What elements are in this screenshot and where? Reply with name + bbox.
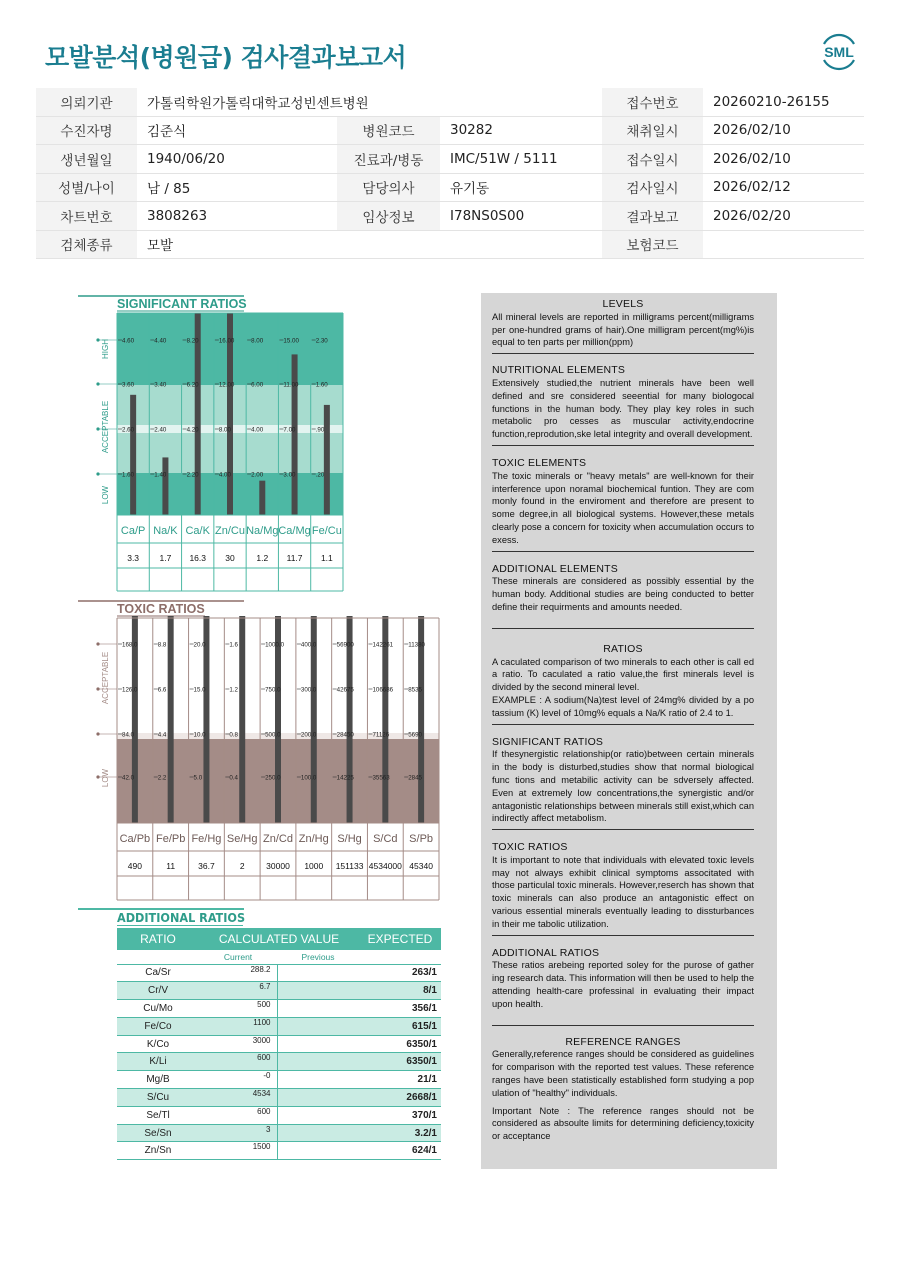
- ar-current: 1500: [252, 1142, 271, 1152]
- ar-subheader-row: [117, 950, 441, 964]
- ar-body: [117, 964, 441, 1160]
- patient-info-table: [36, 88, 864, 259]
- ar-ratio: Cu/Mo: [143, 1002, 173, 1014]
- tick-label: 28450: [336, 731, 354, 739]
- category-label: Ca/K: [185, 525, 210, 537]
- additional-text: These minerals are considered as possibly essential by the human body. Additional studies are being conducted to better define their requirments and amounts needed.: [492, 576, 754, 612]
- ar-ratio: S/Cu: [146, 1091, 170, 1103]
- ar-current: 288.2: [250, 964, 271, 974]
- ar-sub-current: Current: [223, 951, 253, 962]
- tick-label: 5690: [408, 731, 422, 739]
- ratio-bar: [259, 481, 265, 515]
- info-row: [36, 230, 864, 259]
- toxic-text: The toxic minerals or "heavy metals" are well-known for their interference upon noramal biochemical funtion. They are com monly found in the enviroment and therefore are present to some degree,in all biological systems. However,these metals clearly pose a concern for toxicity when accumulation occurs to exess.: [492, 470, 754, 545]
- toxic-ratios-text: It is important to note that individuals with elevated toxic levels may not always exhibit clinical symptoms associtated with those particulal toxic minerals. However,reserch has shown that toxic minerals can also produce an antagonistic effect on various essential minerals eventually leading to dissturbances in their me tabolic utilization.: [492, 854, 754, 929]
- tick-label: 200.0: [300, 731, 317, 739]
- ref-ranges-title: REFERENCE RANGES: [565, 1035, 681, 1048]
- ar-current: 600: [257, 1053, 271, 1063]
- tick-label: 2.40: [154, 426, 167, 434]
- tick-label: 84.0: [122, 731, 135, 739]
- tick-label: 2.2: [157, 774, 167, 782]
- tick-label: 15.00: [283, 337, 299, 345]
- tick-label: 12.00: [218, 381, 235, 389]
- test-date-label: 검사일시: [602, 173, 703, 202]
- tick-label: 4.20: [186, 426, 199, 434]
- tick-label: 6.00: [251, 381, 264, 389]
- tick-label: 10.0: [193, 731, 206, 739]
- tick-label: 8.00: [251, 337, 264, 345]
- ratio-value: 1.2: [256, 553, 269, 563]
- tick-label: .20: [315, 471, 325, 479]
- zone-label: ACCEPTABLE: [101, 651, 110, 705]
- ar-row: [117, 964, 441, 982]
- ar-expected: 263/1: [411, 967, 437, 979]
- ar-expected: 2668/1: [406, 1091, 437, 1103]
- report-date-value: 2026/02/20: [703, 202, 864, 231]
- ratio-value: 490: [127, 861, 142, 871]
- chart-title: TOXIC RATIOS: [117, 602, 205, 616]
- birth-label: 생년월일: [36, 145, 137, 174]
- category-label: Na/Mg: [246, 525, 279, 537]
- tick-label: 16.00: [218, 337, 235, 345]
- legend-panel-text: [492, 293, 754, 1143]
- ratio-value: 16.3: [189, 553, 206, 563]
- receipt-date-value: 2026/02/10: [703, 145, 864, 174]
- tick-label: 3.40: [154, 381, 167, 389]
- tick-label: 3.60: [122, 381, 135, 389]
- tick-label: 2.30: [315, 337, 328, 345]
- ar-expected: 8/1: [423, 985, 437, 997]
- ar-row: [117, 1071, 441, 1089]
- tick-label: 2.20: [186, 471, 199, 479]
- tick-label: 14225: [336, 774, 354, 782]
- clinical-value: I78NS0S00: [440, 202, 602, 231]
- ar-expected: 370/1: [411, 1109, 437, 1121]
- divider: [492, 353, 754, 354]
- ar-previous: [277, 1142, 359, 1160]
- tick-label: 250.0: [265, 774, 281, 782]
- nutritional-text: Extensively studied,the nutrient minerals have been well defined and sre considered seeential for many biologocal functions in the human body. They play key roles in such metabolic pro cesses as muscular activity,endocrine function,reprodution,ske letal integrity and overall development.: [492, 377, 754, 440]
- tick-label: 2.60: [122, 426, 135, 434]
- divider: [492, 829, 754, 830]
- category-label: Zn/Cd: [263, 833, 293, 845]
- category-label: Fe/Cu: [311, 525, 342, 537]
- info-row: [36, 202, 864, 231]
- sig-ratios-text: If thesynergistic relationship(or ratio)between certain minerals in the body is disturbed,studies show that normal biological func tions and metabilic activity can be sdversely affected. Even at extremely low concentrations,the synergistic and/or antagonistic relationships between minerals still exist,which can indirectly affect metabolism.: [492, 749, 754, 824]
- divider: [492, 551, 754, 552]
- ar-expected: 3.2/1: [414, 1127, 437, 1139]
- tick-label: 2.00: [251, 471, 264, 479]
- category-label: Ca/P: [120, 525, 146, 537]
- tick-label: 1.40: [154, 471, 167, 479]
- ar-row: [117, 1142, 441, 1160]
- toxic-title: TOXIC ELEMENTS: [492, 456, 587, 469]
- category-label: S/Cd: [373, 833, 398, 845]
- info-row: [36, 116, 864, 145]
- tick-label: 168.0: [122, 641, 138, 649]
- tick-label: 5.0: [193, 774, 203, 782]
- additional-ratios-underline: [117, 925, 243, 926]
- specimen-label: 검체종류: [36, 230, 137, 259]
- sex-age-label: 성별/나이: [36, 173, 137, 202]
- tick-label: 20.0: [193, 641, 206, 649]
- ar-current: -0: [263, 1071, 271, 1081]
- name-label: 수진자명: [36, 116, 137, 145]
- logo-text: SML: [824, 44, 854, 60]
- report-date-label: 결과보고: [602, 202, 703, 231]
- tick-label: 4.00: [251, 426, 264, 434]
- ar-sub-previous: Previous: [301, 951, 335, 962]
- tick-label: .90: [315, 426, 325, 434]
- receipt-no-value: 20260210-26155: [703, 88, 864, 116]
- tick-label: 56900: [336, 641, 354, 649]
- doctor-value: 유기동: [440, 173, 602, 202]
- category-label: Zn/Hg: [298, 833, 329, 845]
- divider: [492, 628, 754, 629]
- ratio-value: 3.3: [127, 553, 140, 563]
- ar-expected: 21/1: [417, 1074, 437, 1086]
- tick-label: 6.6: [157, 686, 167, 694]
- ar-previous: [277, 1035, 359, 1053]
- tick-label: 8.8: [157, 641, 167, 649]
- ar-previous: [277, 1053, 359, 1071]
- ratios-example: EXAMPLE : A sodium(Na)test level of 24mg% divided by a po tassium (K) level of 10mg% equals a Na/K ratio of 2.4 to 1.: [492, 694, 754, 718]
- hospital-code-label: 병원코드: [337, 116, 440, 145]
- tick-label: 15.0: [193, 686, 206, 694]
- category-label: Ca/Mg: [278, 525, 311, 537]
- page-title: 모발분석(병원급) 검사결과보고서: [45, 43, 407, 72]
- tick-label: 126.0: [122, 686, 138, 694]
- receipt-date-label: 접수일시: [602, 145, 703, 174]
- ratio-bar: [130, 395, 136, 515]
- ratio-bar: [239, 616, 245, 823]
- ar-current: 1100: [253, 1017, 271, 1027]
- ar-ratio: Se/Tl: [146, 1109, 170, 1121]
- ratio-value: 45340: [409, 861, 433, 871]
- tick-label: 35563: [372, 774, 390, 782]
- collect-date-label: 채취일시: [602, 116, 703, 145]
- ratio-bar: [168, 616, 174, 823]
- ar-row: [117, 1124, 441, 1142]
- ar-current: 500: [257, 1000, 271, 1010]
- divider: [492, 935, 754, 936]
- birth-value: 1940/06/20: [137, 145, 337, 174]
- tick-label: 1.60: [122, 471, 135, 479]
- additional-ratios-title: ADDITIONAL RATIOS: [117, 910, 246, 925]
- chart-no-value: 3808263: [137, 202, 337, 231]
- ar-current: 3000: [252, 1035, 271, 1045]
- zone-label: ACCEPTABLE: [101, 400, 110, 454]
- collect-date-value: 2026/02/10: [703, 116, 864, 145]
- ref-ranges-note: Important Note : The reference ranges should not be considered as absoulte limits for determining deficiency,toxicity or acceptance: [492, 1105, 754, 1142]
- ratio-value: 2: [239, 861, 245, 871]
- ar-expected: 356/1: [411, 1002, 437, 1014]
- ar-previous: [277, 1071, 359, 1089]
- ar-row: [117, 982, 441, 1000]
- toxic-ratios-title: TOXIC RATIOS: [492, 841, 568, 854]
- tick-label: 8535: [408, 686, 422, 694]
- additional-ratios-table: [117, 928, 441, 1160]
- divider: [492, 445, 754, 446]
- category-label: Fe/Hg: [191, 833, 222, 845]
- ar-ratio: K/Co: [146, 1038, 170, 1050]
- ar-col-calc: CALCULATED VALUE: [218, 932, 340, 946]
- tick-label: 42.0: [122, 774, 135, 782]
- ratio-bar: [162, 457, 168, 515]
- tick-label: 8.00: [218, 426, 231, 434]
- hospital-code-value: 30282: [440, 116, 602, 145]
- tick-label: 0.4: [229, 774, 238, 782]
- zone-label: LOW: [101, 485, 110, 505]
- significant-ratios-chart: [78, 293, 348, 593]
- ref-ranges-text: Generally,reference ranges should be considered as guidelines for comparison with the reported test values. These reference ranges have been statistically established form studying a pop ulation of "healthy" individuals.: [492, 1049, 754, 1098]
- ar-previous: [277, 1089, 359, 1107]
- tick-label: 106686: [372, 686, 394, 694]
- tick-label: 42675: [336, 686, 354, 694]
- tick-label: 750.0: [265, 686, 281, 694]
- ar-current: 4534: [252, 1089, 271, 1099]
- category-label: Na/K: [153, 525, 178, 537]
- ar-ratio: Ca/Sr: [145, 967, 171, 979]
- add-ratios-text: These ratios arebeing reported soley for the purose of gather ing research data. This information will then be used to help the attending health-care professinal in evaluating their impact upon health.: [492, 960, 754, 1009]
- ar-row: [117, 1000, 441, 1018]
- info-row: [36, 88, 864, 116]
- hospital-label: 의뢰기관: [36, 88, 137, 116]
- tick-label: 71126: [372, 731, 390, 739]
- dept-value: IMC/51W / 5111: [440, 145, 602, 174]
- ratio-value: 151133: [335, 861, 364, 871]
- ratio-value: 4534000: [368, 861, 402, 871]
- ar-header-row: [117, 928, 441, 950]
- ar-current: 600: [257, 1106, 271, 1116]
- ar-expected: 6350/1: [406, 1056, 437, 1068]
- levels-text: All mineral levels are reported in milligrams percent(milligrams per one-hundred grams of hair).One milligram percent(mg%)is equal to ten parts per million(ppm): [492, 311, 754, 348]
- chart-title: SIGNIFICANT RATIOS: [117, 297, 247, 311]
- ar-row: [117, 1017, 441, 1035]
- ar-row: [117, 1053, 441, 1071]
- tick-label: 11380: [408, 641, 425, 649]
- divider: [492, 1025, 754, 1026]
- category-label: S/Hg: [337, 833, 362, 845]
- sex-age-value: 남 / 85: [137, 173, 337, 202]
- ratio-value: 30000: [266, 861, 290, 871]
- ratio-bar: [324, 405, 330, 515]
- ratio-value: 36.7: [198, 861, 215, 871]
- ar-ratio: Cr/V: [148, 985, 168, 997]
- zone-label: HIGH: [101, 339, 110, 359]
- tick-label: 500.0: [265, 731, 281, 739]
- ar-row: [117, 1106, 441, 1124]
- ar-ratio: Mg/B: [146, 1074, 170, 1086]
- clinical-label: 임상정보: [337, 202, 440, 231]
- tick-label: 4.40: [154, 337, 167, 345]
- ar-col-expected: EXPECTED: [367, 932, 433, 946]
- divider: [492, 724, 754, 725]
- tick-label: 7.00: [283, 426, 296, 434]
- category-label: S/Pb: [409, 833, 434, 845]
- tick-label: 100.0: [300, 774, 317, 782]
- ratio-bar: [292, 354, 298, 515]
- doctor-label: 담당의사: [337, 173, 440, 202]
- chart-no-label: 차트번호: [36, 202, 137, 231]
- additional-ratios-section: [78, 908, 443, 1173]
- ar-expected: 615/1: [411, 1020, 437, 1032]
- sig-ratios-title: SIGNIFICANT RATIOS: [492, 735, 604, 748]
- tick-label: 1.2: [229, 686, 238, 694]
- ar-current: 3: [266, 1124, 271, 1134]
- tick-label: 300.0: [300, 686, 317, 694]
- tick-label: 4.60: [122, 337, 135, 345]
- ar-previous: [277, 1017, 359, 1035]
- ratios-text: A caculated comparison of two minerals to each other is call ed a ratio. To caculated a ratio value,the first minerals level is divided by the second mineral level.: [492, 656, 754, 693]
- category-label: Fe/Pb: [155, 833, 186, 845]
- info-row: [36, 145, 864, 174]
- ar-previous: [277, 1106, 359, 1124]
- tick-label: 6.20: [186, 381, 199, 389]
- ar-expected: 6350/1: [406, 1038, 437, 1050]
- add-ratios-title: ADDITIONAL RATIOS: [492, 946, 600, 959]
- tick-label: 142261: [372, 641, 394, 649]
- additional-title: ADDITIONAL ELEMENTS: [492, 562, 618, 575]
- insurance-value: [703, 230, 864, 259]
- ar-ratio: Se/Sn: [144, 1127, 172, 1139]
- receipt-no-label: 접수번호: [602, 88, 703, 116]
- hospital-value: 가톨릭학원가톨릭대학교성빈센트병원: [137, 88, 602, 116]
- sml-logo: [818, 30, 860, 74]
- ar-ratio: Fe/Co: [144, 1020, 172, 1032]
- tick-label: 1.60: [315, 381, 328, 389]
- dept-label: 진료과/병동: [337, 145, 440, 174]
- name-value: 김준식: [137, 116, 337, 145]
- tick-label: 0.8: [229, 731, 238, 739]
- ar-current: 6.7: [259, 982, 271, 992]
- tick-label: 1000.0: [265, 641, 285, 649]
- category-label: Ca/Pb: [119, 833, 151, 845]
- ar-ratio: K/Li: [149, 1056, 167, 1068]
- test-date-value: 2026/02/12: [703, 173, 864, 202]
- tick-label: 3.00: [283, 471, 296, 479]
- tick-label: 11.00: [283, 381, 299, 389]
- ratio-value: 30: [225, 553, 235, 563]
- tick-label: 2845: [408, 774, 422, 782]
- ratio-value: 1.1: [320, 553, 333, 563]
- category-label: Se/Hg: [226, 833, 258, 845]
- ar-previous: [277, 1000, 359, 1018]
- toxic-ratios-chart: [78, 598, 443, 903]
- ar-row: [117, 1089, 441, 1107]
- zone-label: LOW: [101, 768, 110, 788]
- ar-previous: [277, 982, 359, 1000]
- ar-ratio: Zn/Sn: [144, 1145, 172, 1157]
- tick-label: 400.0: [300, 641, 317, 649]
- ratio-value: 11.7: [286, 553, 303, 563]
- nutritional-title: NUTRITIONAL ELEMENTS: [492, 364, 626, 377]
- levels-title: LEVELS: [602, 298, 644, 310]
- specimen-value: 모발: [137, 230, 602, 259]
- info-row: [36, 173, 864, 202]
- ar-row: [117, 1035, 441, 1053]
- category-label: Zn/Cu: [215, 525, 245, 537]
- insurance-label: 보험코드: [602, 230, 703, 259]
- ar-previous: [277, 964, 359, 982]
- legend-panel: [481, 293, 777, 1169]
- tick-label: 4.00: [218, 471, 231, 479]
- ar-previous: [277, 1124, 359, 1142]
- ratio-value: 11: [166, 861, 176, 871]
- tick-label: 8.20: [186, 337, 199, 345]
- ar-col-ratio: RATIO: [140, 932, 176, 946]
- ar-expected: 624/1: [411, 1145, 437, 1157]
- ratio-value: 1000: [304, 861, 324, 871]
- ratios-title: RATIOS: [603, 642, 643, 655]
- tick-label: 4.4: [157, 731, 167, 739]
- tick-label: 1.6: [229, 641, 238, 649]
- ratio-value: 1.7: [159, 553, 172, 563]
